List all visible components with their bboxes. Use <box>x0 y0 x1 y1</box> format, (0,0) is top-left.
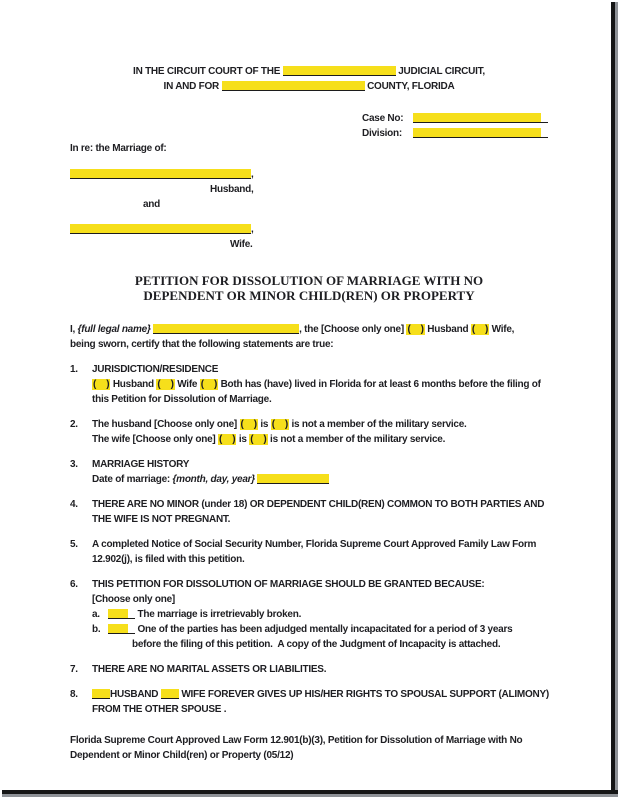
intro-i: I, <box>70 324 76 335</box>
item-8-number: 8. <box>70 689 78 700</box>
division-row <box>362 126 548 141</box>
judicial-circuit-field[interactable] <box>283 66 396 76</box>
text: is <box>238 434 247 445</box>
division-label: Division: <box>362 128 402 139</box>
item-5-line-1: A completed Notice of Social Security Number, Florida Supreme Court Approved Family Law Form <box>92 539 537 550</box>
text: The husband [Choose only one] <box>92 419 237 430</box>
alimony-wife-field[interactable] <box>161 689 179 699</box>
text: The wife [Choose only one] <box>92 434 216 445</box>
item-4-number: 4. <box>70 499 78 510</box>
court-header-line-1 <box>70 64 548 79</box>
text: One of the parties has been adjudged mentally incapacitated for a period of 3 years <box>137 624 513 635</box>
item-6-line-2: [Choose only one] <box>92 594 175 605</box>
item-1-line-3: this Petition for Dissolution of Marriage. <box>92 394 272 405</box>
text: The marriage is irretrievably broken. <box>137 609 302 620</box>
petition-item-3 <box>70 457 548 487</box>
case-no-row <box>362 111 548 126</box>
petition-item-6 <box>70 577 548 652</box>
case-division-block <box>362 111 548 141</box>
option-a-field[interactable] <box>108 609 135 619</box>
petitioner-husband-checkbox[interactable]: ( ) <box>407 324 424 335</box>
intro-husband-text: Husband <box>427 324 469 335</box>
option-b-field[interactable] <box>108 624 135 634</box>
petition-item-1 <box>70 362 548 407</box>
item-6-line-1: THIS PETITION FOR DISSOLUTION OF MARRIAGE SHOULD BE GRANTED BECAUSE: <box>92 579 485 590</box>
court-line2-post: COUNTY, FLORIDA <box>367 81 455 92</box>
footer-line-2: Dependent or Minor Child(ren) or Property (05/12) <box>70 750 294 761</box>
date-of-marriage-label: Date of marriage: <box>92 474 170 485</box>
page-shadow-bottom <box>2 790 618 797</box>
item-6-option-a <box>92 607 548 622</box>
item-5-number: 5. <box>70 539 78 550</box>
wife-name-line <box>70 222 548 237</box>
document-title <box>70 273 548 303</box>
item-6-option-b <box>92 622 548 637</box>
item-8-line-1 <box>92 687 549 702</box>
item-5-line-2: 12.902(j), is filed with this petition. <box>92 554 245 565</box>
in-re-line: In re: the Marriage of: <box>70 143 167 154</box>
case-no-label: Case No: <box>362 113 404 124</box>
item-7-number: 7. <box>70 664 78 675</box>
wife-is-military-checkbox[interactable]: ( ) <box>219 434 236 445</box>
page-shadow-right <box>611 2 618 797</box>
item-2-husband-line <box>92 417 548 432</box>
item-2-number: 2. <box>70 419 78 430</box>
court-line1-post: JUDICIAL CIRCUIT, <box>398 66 485 77</box>
item-7-line-1: THERE ARE NO MARITAL ASSETS OR LIABILITIES. <box>92 664 327 675</box>
text: is not a member of the military service. <box>291 419 467 430</box>
court-header-line-2 <box>70 79 548 94</box>
division-field[interactable] <box>413 128 548 138</box>
husband-name-line <box>70 167 548 182</box>
item-1-line-2 <box>92 377 548 392</box>
wife-caption-label: Wife. <box>230 239 253 250</box>
full-legal-name-hint: {full legal name} <box>77 324 151 335</box>
petition-item-8 <box>70 687 548 717</box>
date-hint: {month, day, year} <box>172 474 255 485</box>
intro-paragraph <box>70 322 548 352</box>
item-1-heading: JURISDICTION/RESIDENCE <box>92 364 219 375</box>
husband-caption-label: Husband, <box>210 184 254 195</box>
title-line-1: PETITION FOR DISSOLUTION OF MARRIAGE WITH NO <box>134 273 484 288</box>
wife-is-not-military-checkbox[interactable]: ( ) <box>250 434 267 445</box>
husband-name-field[interactable] <box>70 169 251 179</box>
item-1-number: 1. <box>70 364 78 375</box>
text: Wife <box>177 379 198 390</box>
text: is <box>260 419 269 430</box>
item-8-line-2: FROM THE OTHER SPOUSE . <box>92 704 227 715</box>
item-3-date-line <box>92 472 548 487</box>
intro-line-1 <box>70 322 548 337</box>
case-number-field[interactable] <box>413 113 548 123</box>
text: WIFE FOREVER GIVES UP HIS/HER RIGHTS TO SPOUSAL SUPPORT (ALIMONY) <box>181 689 549 700</box>
and-label: and <box>143 199 161 210</box>
text: is not a member of the military service. <box>270 434 446 445</box>
wife-name-field[interactable] <box>70 224 251 234</box>
jurisdiction-wife-checkbox[interactable]: ( ) <box>157 379 174 390</box>
intro-line-2: being sworn, certify that the following statements are true: <box>70 339 334 350</box>
husband-is-not-military-checkbox[interactable]: ( ) <box>271 419 288 430</box>
full-legal-name-field[interactable] <box>153 324 299 334</box>
petitioner-wife-checkbox[interactable]: ( ) <box>471 324 489 335</box>
intro-wife-text: Wife, <box>491 324 515 335</box>
text: HUSBAND <box>110 689 159 700</box>
item-6-option-b-cont: before the filing of this petition. A copy of the Judgment of Incapacity is attached. <box>132 639 501 650</box>
item-6-number: 6. <box>70 579 78 590</box>
court-line1-pre: IN THE CIRCUIT COURT OF THE <box>133 66 281 77</box>
text: Husband <box>112 379 154 390</box>
county-field[interactable] <box>222 81 365 91</box>
alimony-husband-field[interactable] <box>92 689 110 699</box>
title-line-2: DEPENDENT OR MINOR CHILD(REN) OR PROPERTY <box>143 288 475 303</box>
date-of-marriage-field[interactable] <box>257 474 329 484</box>
option-b-label: b. <box>92 624 101 635</box>
husband-is-military-checkbox[interactable]: ( ) <box>240 419 257 430</box>
item-3-heading: MARRIAGE HISTORY <box>92 459 190 470</box>
petition-item-4 <box>70 497 548 527</box>
item-4-line-2: THE WIFE IS NOT PREGNANT. <box>92 514 231 525</box>
option-a-label: a. <box>92 609 100 620</box>
text: Both has (have) lived in Florida for at least 6 months before the filing of <box>220 379 541 390</box>
petition-item-7 <box>70 662 548 677</box>
court-line2-pre: IN AND FOR <box>163 81 220 92</box>
petition-item-2 <box>70 417 548 447</box>
comma: , <box>251 224 254 235</box>
comma: , <box>251 169 254 180</box>
item-2-wife-line <box>92 432 548 447</box>
item-4-line-1: THERE ARE NO MINOR (under 18) OR DEPENDENT CHILD(REN) COMMON TO BOTH PARTIES AND <box>92 499 545 510</box>
petition-item-5 <box>70 537 548 567</box>
jurisdiction-both-checkbox[interactable]: ( ) <box>200 379 218 390</box>
intro-after-name: , the [Choose only one] <box>299 324 404 335</box>
form-footer <box>70 733 548 763</box>
footer-line-1: Florida Supreme Court Approved Law Form 12.901(b)(3), Petition for Dissolution of Marriage with No <box>70 735 523 746</box>
jurisdiction-husband-checkbox[interactable]: ( ) <box>93 379 110 390</box>
item-3-number: 3. <box>70 459 78 470</box>
